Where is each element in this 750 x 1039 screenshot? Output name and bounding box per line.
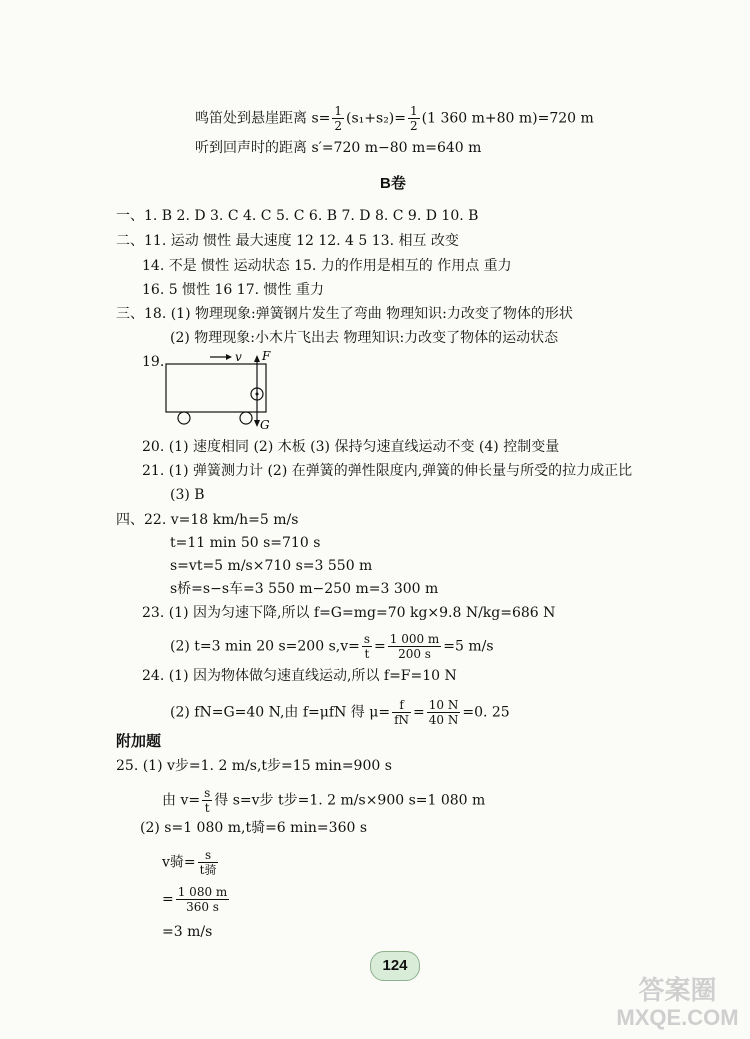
section-title-b: B卷 [380,175,406,192]
question-25b: 由 v= $\frac{s}{t}$ 得 s=v步 t步=1. 2 m/s×900 s=1 080 m [162,786,486,815]
question-23a: 23. (1) 因为匀速下降,所以 f=G=mg=70 kg×9.8 N/kg=686 N [142,605,556,621]
question-20: 20. (1) 速度相同 (2) 木板 (3) 保持匀速直线运动不变 (4) 控制变量 [142,439,560,455]
question-25e: = $\frac{1 080 m}{360 s}$ [162,885,228,914]
section-title-extra: 附加题 [116,733,162,750]
echo-distance-line: 鸣笛处到悬崖距离 s= $\frac{1}{2}$ (s₁+s₂)= $\frac{1}{2}$ (1 360 m+80 m)=720 m [195,104,594,133]
velocity-arrowhead [226,354,232,360]
question-25f: =3 m/s [162,924,213,940]
fraction-half: $\frac{1}{2}$ [334,104,343,133]
question-22b: t=11 min 50 s=710 s [170,535,321,551]
cart-wheel-right [240,412,252,424]
question-21b: (3) B [170,487,205,503]
question-24a: 24. (1) 因为物体做匀速直线运动,所以 f=F=10 N [142,668,457,684]
fraction-v-formula: $\frac{s}{t}$ [204,786,211,815]
fraction-force-ratio: $\frac{10 N}{40 N}$ [428,698,459,727]
question-25a: 25. (1) v步=1. 2 m/s,t步=15 min=900 s [116,758,392,774]
answer-group-2c: 16. 5 惯性 16 17. 惯性 重力 [142,282,324,298]
answer-group-2b: 14. 不是 惯性 运动状态 15. 力的作用是相互的 作用点 重力 [142,258,512,274]
velocity-label: v [235,350,242,364]
answer-group-1: 一、1. B 2. D 3. C 4. C 5. C 6. B 7. D 8. C 9. D 10. B [116,208,479,224]
question-24b: (2) fN=G=40 N,由 f=μfN 得 μ= $\frac{f}{fN}$ = $\frac{10 N}{40 N}$ =0. 25 [170,698,510,727]
fraction-s-over-t: $\frac{s}{t}$ [363,632,371,661]
question-23b: (2) t=3 min 20 s=200 s,v= $\frac{s}{t}$ = $\frac{1 000 m}{200 s}$ =5 m/s [170,632,494,661]
echo-label: 鸣笛处到悬崖距离 s= [195,110,331,127]
fraction-v-ride: $\frac{s}{\text{t骑}}$ [199,848,217,877]
question-19-label: 19. [142,354,165,370]
question-22d: s桥=s−s车=3 550 m−250 m=3 300 m [170,581,439,597]
fraction-half-2: $\frac{1}{2}$ [410,104,418,133]
hear-distance-line: 听到回声时的距离 s′=720 m−80 m=640 m [195,140,482,156]
fraction-distance-time: $\frac{1 000 m}{200 s}$ [389,632,440,661]
force-diagram [150,350,280,430]
question-25d: v骑= $\frac{s}{\text{t骑}}$ [162,848,217,877]
answer-group-3b: (2) 物理现象:小木片飞出去 物理知识:力改变了物体的运动状态 [170,330,559,346]
question-22c: s=vt=5 m/s×710 s=3 550 m [170,558,373,574]
cart-wheel-left [178,412,190,424]
answer-group-3a: 三、18. (1) 物理现象:弹簧钢片发生了弯曲 物理知识:力改变了物体的形状 [116,306,573,322]
watermark-logo: 答案圈 MXQE.COM [616,975,739,1030]
page-number: 124 [370,951,420,981]
fraction-f-over-fn: $\frac{f}{fN}$ [394,698,410,727]
answer-group-2a: 二、11. 运动 惯性 最大速度 12 12. 4 5 13. 相互 改变 [116,233,459,249]
force-f-arrowhead [254,355,260,362]
question-25c: (2) s=1 080 m,t骑=6 min=360 s [140,820,368,836]
force-f-label: F [262,350,271,363]
force-g-label: G [260,418,270,430]
cart-body [166,364,266,412]
fraction-ride-values: $\frac{1 080 m}{360 s}$ [177,885,228,914]
question-22a: 四、22. v=18 km/h=5 m/s [116,512,299,528]
question-21a: 21. (1) 弹簧测力计 (2) 在弹簧的弹性限度内,弹簧的伸长量与所受的拉力成正比 [142,463,633,479]
